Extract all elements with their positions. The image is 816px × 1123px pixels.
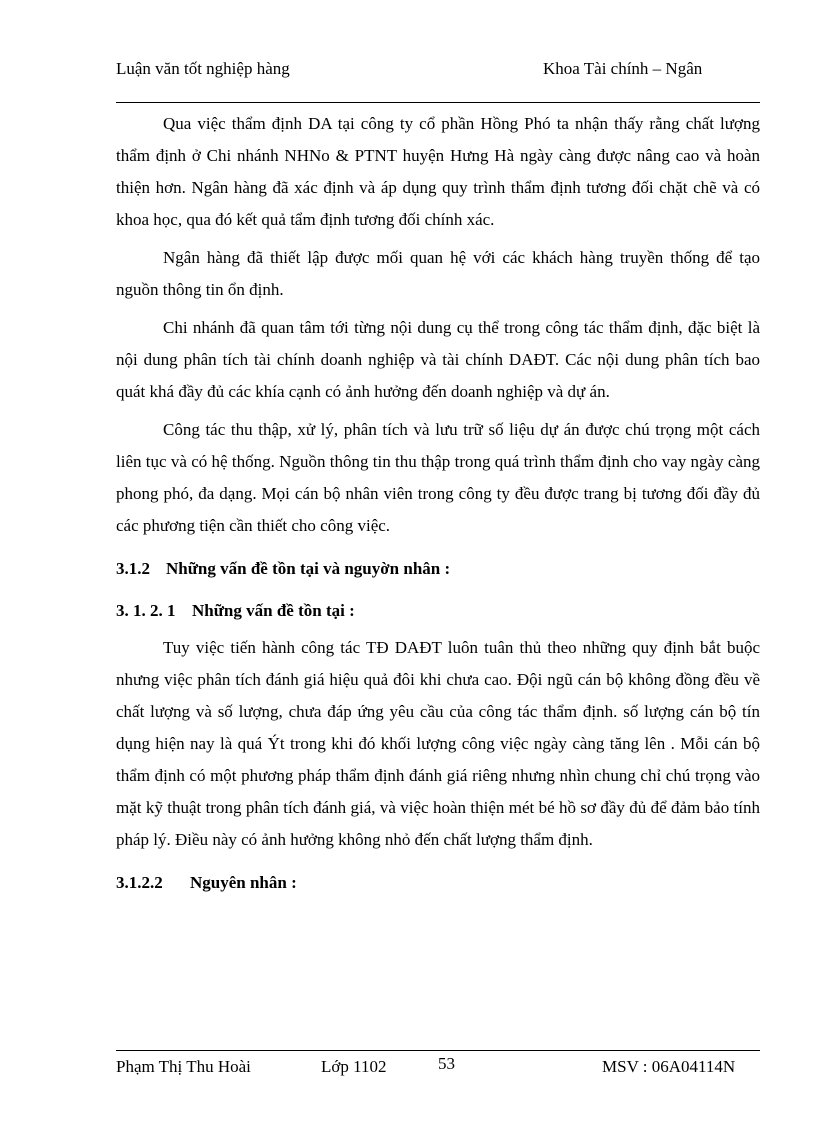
section-number: 3.1.2 — [116, 559, 150, 578]
section-heading-3-1-2 — [116, 548, 760, 590]
paragraph: Tuy việc tiến hành công tác TĐ DAĐT luôn tuân thủ theo những quy định bắt buộc nhưng việc phân tích đánh giá hiệu quả đôi khi chưa cao. Đội ngũ cán bộ không đồng đều về chất lượng và số lượng, chưa đáp ứng yêu cầu của công tác thẩm định. số lượng cán bộ tín dụng hiện nay là quá Ýt trong khi đó khối lượng công việc ngày càng tăng lên . Mỗi cán bộ thẩm định có một phương pháp thẩm định đánh giá riêng nhưng nhìn chung chỉ chú trọng vào mặt kỹ thuật trong phân tích đánh giá, và việc hoàn thiện mét bé hồ sơ đầy đủ để đảm bảo tính pháp lý. Điều này có ảnh hưởng không nhỏ đến chất lượng thẩm định. — [116, 638, 760, 849]
section-heading-3-1-2-1 — [116, 590, 760, 632]
footer-author-name: Phạm Thị Thu Hoài — [116, 1057, 251, 1076]
paragraph: Chi nhánh đã quan tâm tới từng nội dung cụ thể trong công tác thẩm định, đặc biệt là nội dung phân tích tài chính doanh nghiệp và tài chính DAĐT. Các nội dung phân tích bao quát khá đầy đủ các khía cạnh có ảnh hưởng đến doanh nghiệp và dự án. — [116, 318, 760, 401]
section-heading-3-1-2-2 — [116, 862, 760, 904]
footer-class: Lớp 1102 — [321, 1057, 387, 1076]
header-faculty: Khoa Tài chính – Ngân — [543, 59, 703, 78]
header-thesis-title: Luận văn tốt nghiệp hàng — [116, 59, 290, 78]
section-number: 3.1.2.2 — [116, 873, 163, 892]
footer-page-number: 53 — [438, 1054, 455, 1073]
section-title: Những vấn đề tồn tại : — [192, 601, 355, 620]
paragraph: Công tác thu thập, xử lý, phân tích và lưu trữ số liệu dự án được chú trọng một cách liên tục và có hệ thống. Nguồn thông tin thu thập trong quá trình thẩm định cho vay ngày càng phong phó, đa dạng. Mọi cán bộ nhân viên trong công ty đều được trang bị tương đối đầy đủ các phương tiện cần thiết cho công việc. — [116, 420, 760, 535]
footer-student-id: MSV : 06A04114N — [602, 1057, 736, 1076]
page-header — [116, 58, 760, 103]
page-footer — [116, 1050, 760, 1081]
paragraph: Ngân hàng đã thiết lập được mối quan hệ với các khách hàng truyền thống để tạo nguồn thông tin ổn định. — [116, 248, 760, 299]
section-number: 3. 1. 2. 1 — [116, 601, 176, 620]
paragraph: Qua việc thẩm định DA tại công ty cổ phần Hồng Phó ta nhận thấy rằng chất lượng thẩm định ở Chi nhánh NHNo & PTNT huyện Hưng Hà ngày càng được nâng cao và hoàn thiện hơn. Ngân hàng đã xác định và áp dụng quy trình thẩm định tương đối chặt chẽ và có khoa học, qua đó kết quả tẩm định tương đối chính xác. — [116, 114, 760, 229]
section-title: Nguyên nhân : — [190, 873, 297, 892]
document-body — [116, 108, 760, 904]
section-title: Những vấn đề tồn tại và nguyờn nhân : — [166, 559, 451, 578]
